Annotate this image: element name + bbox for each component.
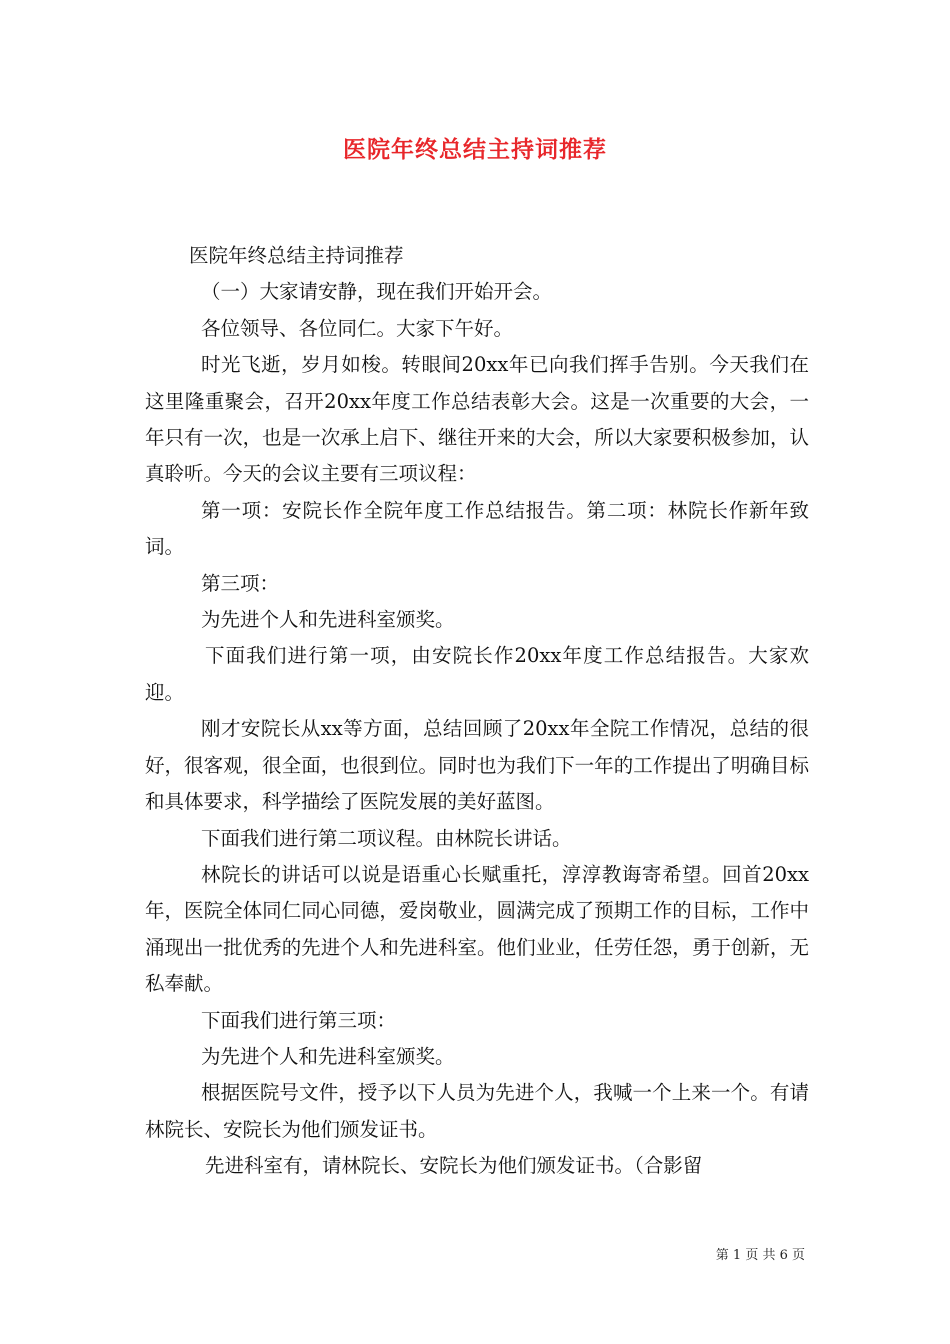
page-number: 第 1 页 共 6 页	[715, 1248, 805, 1263]
paragraph: 林院长的讲话可以说是语重心长赋重托，淳淳教诲寄希望。回首20xx年，医院全体同仁同心同德，爱岗敬业，圆满完成了预期工作的目标，工作中涌现出一批优秀的先进个人和先进科室。他们业业，任劳任怨，勇于创新，无私奉献。	[145, 862, 809, 996]
paragraph: 为先进个人和先进科室颁奖。	[201, 1044, 455, 1068]
paragraph: 刚才安院长从xx等方面，总结回顾了20xx年全院工作情况，总结的很好，很客观，很全面，也很到位。同时也为我们下一年的工作提出了明确目标和具体要求，科学描绘了医院发展的美好蓝图。	[145, 717, 809, 814]
paragraph: 时光飞逝，岁月如梭。转眼间20xx年已向我们挥手告别。今天我们在这里隆重聚会，召开20xx年度工作总结表彰大会。这是一次重要的大会，一年只有一次，也是一次承上启下、继往开来的大会，所以大家要积极参加，认真聆听。今天的会议主要有三项议程：	[145, 353, 809, 486]
paragraph: （一）大家请安静，现在我们开始开会。	[201, 280, 553, 304]
paragraph: 为先进个人和先进科室颁奖。	[201, 608, 455, 632]
paragraph: 下面我们进行第一项，由安院长作20xx年度工作总结报告。大家欢迎。	[145, 644, 809, 704]
paragraph: 先进科室有，请林院长、安院长为他们颁发证书。（合影留	[205, 1154, 703, 1178]
paragraph: 第三项：	[201, 571, 280, 595]
paragraph: 根据医院号文件，授予以下人员为先进个人，我喊一个上来一个。有请林院长、安院长为他们颁发证书。	[145, 1081, 809, 1141]
paragraph: 下面我们进行第二项议程。由林院长讲话。	[201, 826, 572, 850]
paragraph: 医院年终总结主持词推荐	[189, 244, 404, 267]
paragraph: 各位领导、各位同仁。大家下午好。	[201, 316, 514, 340]
document-title: 医院年终总结主持词推荐	[343, 136, 607, 163]
paragraph: 第一项：安院长作全院年度工作总结报告。第二项：林院长作新年致词。	[145, 498, 809, 559]
paragraph: 下面我们进行第三项：	[201, 1008, 397, 1032]
document-body	[145, 238, 809, 1185]
